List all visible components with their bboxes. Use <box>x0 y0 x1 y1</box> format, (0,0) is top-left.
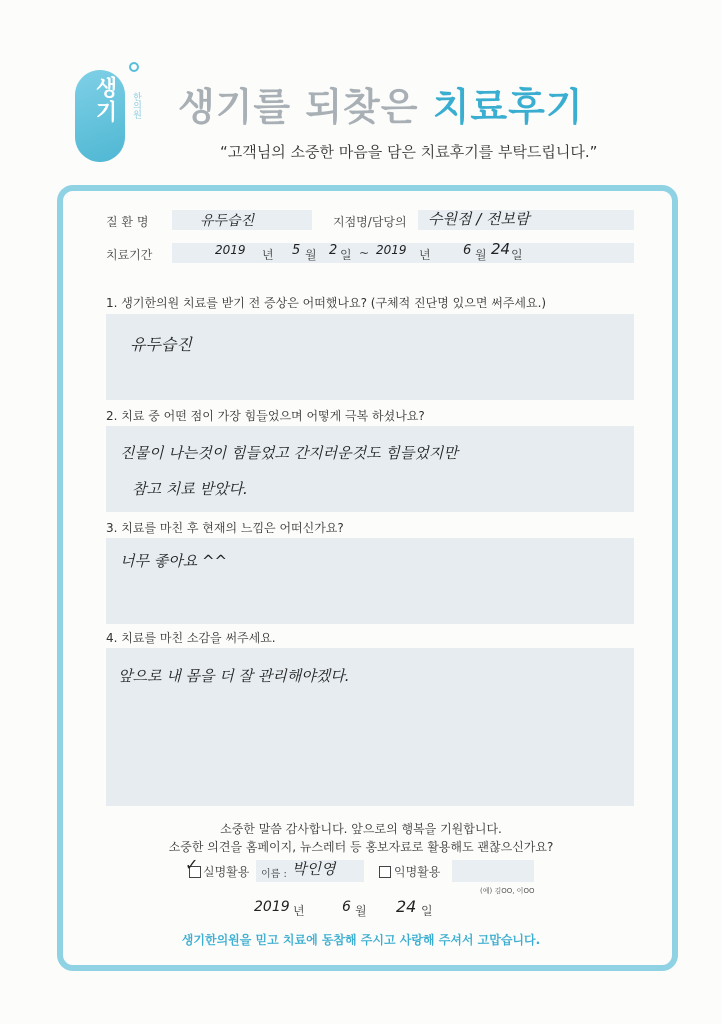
question-3: 3. 치료를 마친 후 현재의 느낌은 어떠신가요? <box>106 521 344 535</box>
question-2: 2. 치료 중 어떤 점이 가장 힘들었으며 어떻게 극복 하셨나요? <box>106 409 425 423</box>
start-year: 2019 <box>215 243 246 257</box>
end-year: 2019 <box>376 243 407 257</box>
answer-2-line-1: 진물이 나는것이 힘들었고 간지러운것도 힘들었지만 <box>120 444 458 462</box>
end-month-unit: 월 <box>475 248 487 262</box>
name-value: 박인영 <box>292 860 336 878</box>
date-year-unit: 년 <box>293 904 305 918</box>
date-month: 6 <box>342 899 351 915</box>
end-day-unit: 일 <box>511 248 523 262</box>
start-year-unit: 년 <box>262 248 274 262</box>
thanks-text: 소중한 말씀 감사합니다. 앞으로의 행복을 기원합니다. <box>220 822 502 836</box>
anonymous-name-field[interactable] <box>452 860 534 882</box>
logo-subtext: 한의원 <box>131 92 141 119</box>
disease-label: 질 환 명 <box>106 215 149 229</box>
title-main: 생기를 되찾은 <box>178 85 433 129</box>
answer-4-line-1: 앞으로 내 몸을 더 잘 관리해야겠다. <box>118 667 350 685</box>
start-day-unit: 일 <box>340 248 352 262</box>
date-year: 2019 <box>254 899 290 915</box>
start-month: 5 <box>292 243 301 258</box>
date-day-unit: 일 <box>421 904 433 918</box>
logo-text: 생기 <box>92 76 117 124</box>
answer-2-line-2: 참고 치료 받았다. <box>132 480 248 498</box>
check-mark-icon: ✓ <box>185 855 199 874</box>
anonymous-checkbox[interactable] <box>379 866 391 878</box>
closing-message: 생기한의원을 믿고 치료에 동참해 주시고 사랑해 주셔서 고맙습니다. <box>181 933 541 947</box>
period-tilde: ~ <box>359 246 370 260</box>
start-month-unit: 월 <box>305 248 317 262</box>
date-month-unit: 월 <box>355 904 367 918</box>
answer-1-line-1: 유두습진 <box>130 335 192 354</box>
end-month: 6 <box>463 243 472 258</box>
answer-1-field[interactable] <box>106 314 634 400</box>
title-accent: 치료후기 <box>432 85 584 129</box>
end-year-unit: 년 <box>419 248 431 262</box>
answer-2-field[interactable] <box>106 426 634 512</box>
period-label: 치료기간 <box>106 248 153 262</box>
answer-3-line-1: 너무 좋아요 ^^ <box>120 552 228 570</box>
consent-question: 소중한 의견을 홈페이지, 뉴스레터 등 홍보자료로 활용해도 괜찮으신가요? <box>168 840 554 854</box>
page-subtitle: “고객님의 소중한 마음을 담은 치료후기를 부탁드립니다.” <box>220 143 598 161</box>
start-day: 2 <box>329 243 338 258</box>
question-4: 4. 치료를 마친 소감을 써주세요. <box>106 631 276 645</box>
date-day: 24 <box>396 897 417 916</box>
page-title <box>178 76 584 131</box>
anonymous-label: 익명활용 <box>394 865 441 879</box>
real-name-label: 실명활용 <box>203 865 250 879</box>
branch-label: 지점명/담당의 <box>333 215 407 229</box>
question-1: 1. 생기한의원 치료를 받기 전 증상은 어떠했나요? (구체적 진단명 있으면 써주세요.) <box>106 296 547 310</box>
disease-value: 유두습진 <box>200 213 255 229</box>
branch-value: 수원점 / 전보람 <box>428 210 530 228</box>
example-text: (예) 김OO, 이OO <box>480 887 535 895</box>
logo-dot-icon <box>129 62 139 72</box>
name-label: 이름 : <box>261 869 287 880</box>
end-day: 24 <box>491 240 511 258</box>
